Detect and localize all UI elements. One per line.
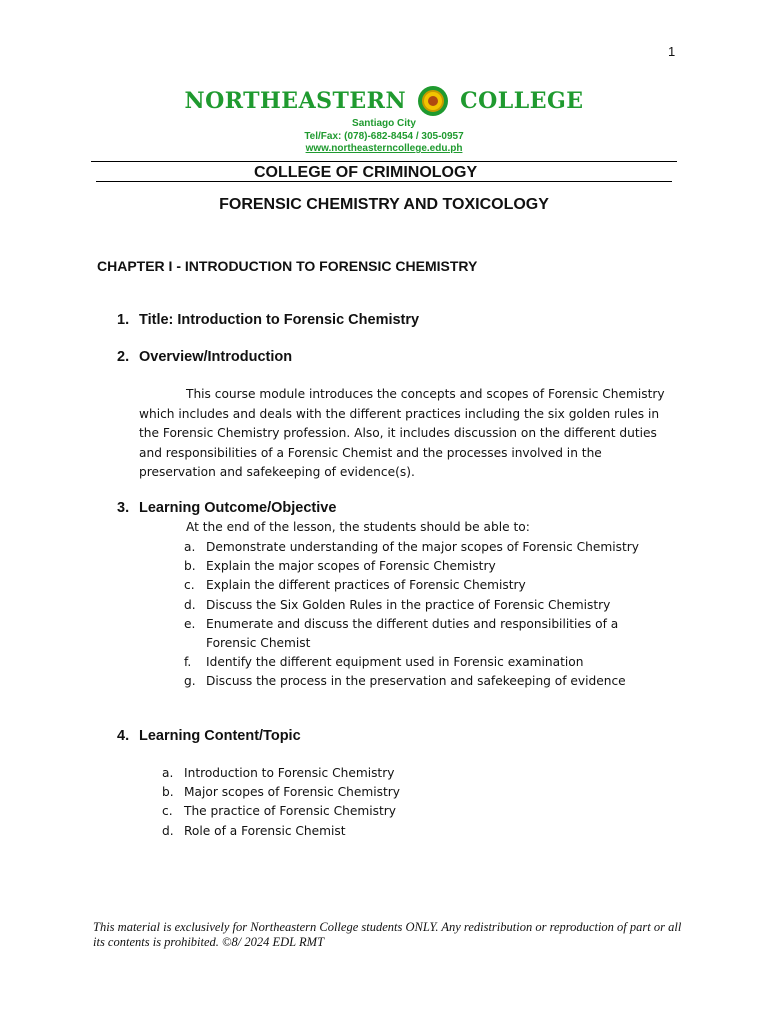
list-item <box>184 557 646 576</box>
list-item <box>162 783 624 802</box>
section-number: 1. <box>117 312 130 328</box>
list-marker: g. <box>184 674 196 689</box>
list-text: Explain the different practices of Forensic Chemistry <box>206 578 526 593</box>
telfax-text: Tel/Fax: (078)-682-8454 / 305-0957 <box>304 130 464 142</box>
section-heading-objectives <box>117 500 336 516</box>
list-item <box>162 764 624 783</box>
list-text: Role of a Forensic Chemist <box>184 823 346 838</box>
list-marker: c. <box>184 578 195 593</box>
department-name: COLLEGE OF CRIMINOLOGY <box>254 164 478 181</box>
list-text: Discuss the process in the preservation and safekeeping of evidence <box>206 674 626 689</box>
list-item <box>162 822 624 841</box>
list-item <box>184 576 646 595</box>
list-marker: d. <box>162 823 174 838</box>
list-text: The practice of Forensic Chemistry <box>184 804 396 819</box>
copyright-notice: This material is exclusively for Northeastern College students ONLY. Any redistribution or reproduction of part or all its contents is prohibited. ©8/ 2024 EDL RMT <box>93 920 682 949</box>
department-line <box>96 164 672 182</box>
course-title: FORENSIC CHEMISTRY AND TOXICOLOGY <box>219 196 549 213</box>
brand-left-word: NORTHEASTERN <box>184 88 407 114</box>
college-seal-icon <box>418 86 448 116</box>
header-divider <box>91 161 677 162</box>
letterhead <box>0 86 768 156</box>
list-marker: c. <box>162 804 173 819</box>
list-marker: d. <box>184 597 196 612</box>
brand-row <box>0 86 768 116</box>
section-number: 4. <box>117 728 130 744</box>
website-link[interactable]: www.northeasterncollege.edu.ph <box>305 143 463 154</box>
section-number: 2. <box>117 349 130 365</box>
list-item <box>162 802 624 821</box>
list-marker: b. <box>184 559 196 574</box>
list-item <box>184 538 646 557</box>
list-marker: b. <box>162 785 174 800</box>
list-item <box>184 672 646 691</box>
list-marker: f. <box>184 655 192 670</box>
contact-block <box>0 118 768 156</box>
section-label: Overview/Introduction <box>139 349 293 365</box>
chapter-heading: CHAPTER I - INTRODUCTION TO FORENSIC CHEMISTRY <box>97 258 478 274</box>
list-text: Demonstrate understanding of the major scopes of Forensic Chemistry <box>206 540 639 554</box>
list-marker: e. <box>184 616 196 631</box>
list-item <box>184 653 646 672</box>
section-heading-content <box>117 728 301 744</box>
section-label: Learning Outcome/Objective <box>139 500 337 516</box>
section-heading-overview <box>117 349 292 365</box>
objectives-intro: At the end of the lesson, the students should be able to: <box>186 520 530 534</box>
section-number: 3. <box>117 500 130 516</box>
list-item <box>184 596 646 615</box>
brand-right-word: COLLEGE <box>460 88 584 114</box>
objectives-list <box>184 538 646 692</box>
list-text: Enumerate and discuss the different duties and responsibilities of a Forensic Chemist <box>206 616 619 651</box>
list-marker: a. <box>184 540 196 554</box>
topics-list <box>162 764 624 841</box>
list-text: Introduction to Forensic Chemistry <box>184 766 395 780</box>
list-text: Major scopes of Forensic Chemistry <box>184 785 400 800</box>
section-label: Learning Content/Topic <box>139 728 301 744</box>
section-label: Title: Introduction to Forensic Chemistry <box>139 312 420 328</box>
list-text: Discuss the Six Golden Rules in the practice of Forensic Chemistry <box>206 597 611 612</box>
list-text: Explain the major scopes of Forensic Chemistry <box>206 559 496 574</box>
list-text: Identify the different equipment used in Forensic examination <box>206 655 584 670</box>
section-heading-title <box>117 312 419 328</box>
page-number: 1 <box>668 44 676 59</box>
list-item <box>184 615 646 653</box>
city-text: Santiago City <box>352 118 416 129</box>
department-underline <box>96 181 672 182</box>
list-marker: a. <box>162 766 174 780</box>
overview-paragraph: This course module introduces the concepts and scopes of Forensic Chemistry which includes and deals with the different practices including the six golden rules in the Forensic Chemistry profession. Also, it includes discussion on the different duties and responsibilities of a Forensic Chemist and the processes involved in the preservation and safekeeping of evidence(s). <box>139 387 665 479</box>
